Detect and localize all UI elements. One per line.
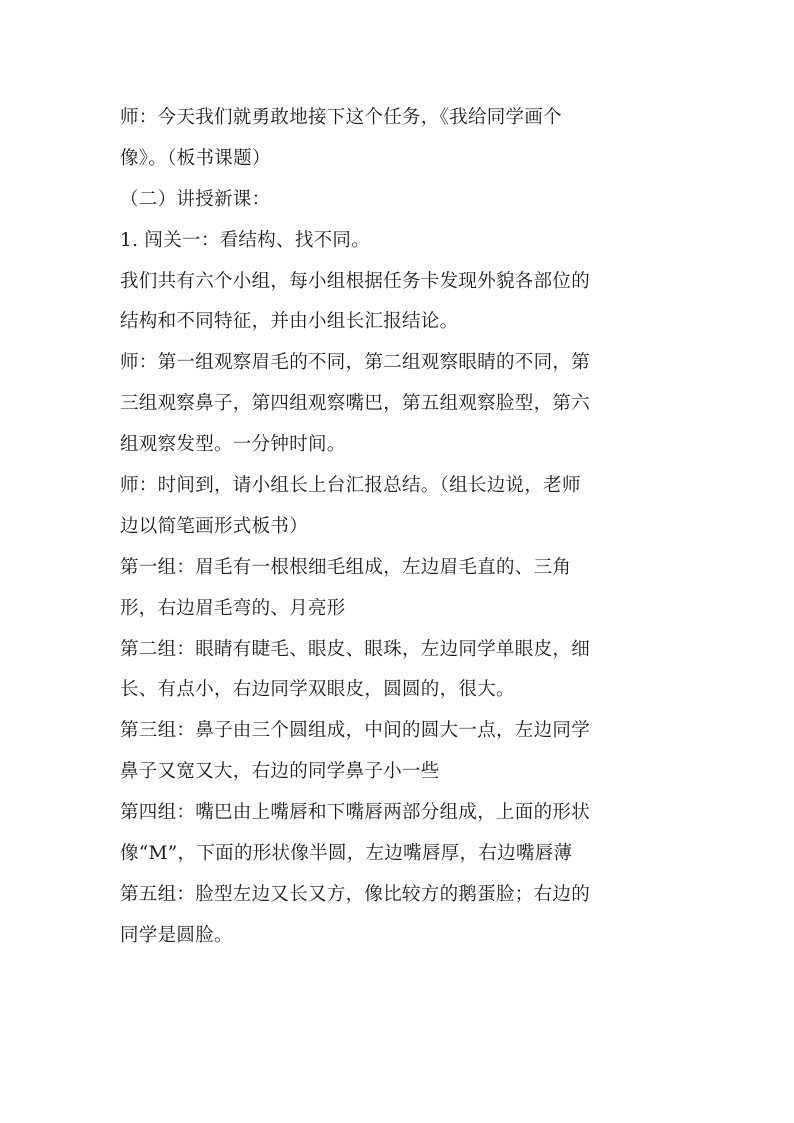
text-line: 结构和不同特征，并由小组长汇报结论。 (120, 311, 459, 333)
text-line: 第三组：鼻子由三个圆组成，中间的圆大一点，左边同学 (120, 720, 591, 742)
subsection-heading: 1. 闯关一：看结构、找不同。 (120, 229, 371, 251)
text-line: 边以简笔画形式板书） (120, 515, 309, 537)
section-heading: （二）讲授新课： (120, 188, 271, 210)
text-line: 长、有点小，右边同学双眼皮，圆圆的，很大。 (120, 679, 515, 701)
text-line: 像》。（板书课题） (120, 147, 271, 169)
text-line: 我们共有六个小组，每小组根据任务卡发现外貌各部位的 (120, 270, 591, 292)
text-line: 师：第一组观察眉毛的不同，第二组观察眼睛的不同，第 (120, 352, 591, 374)
text-line: 第五组：脸型左边又长又方，像比较方的鹅蛋脸；右边的 (120, 883, 591, 905)
text-line: 第四组：嘴巴由上嘴唇和下嘴唇两部分组成，上面的形状 (120, 802, 591, 824)
text-line: 像“M”，下面的形状像半圆，左边嘴唇厚，右边嘴唇薄 (120, 843, 573, 865)
text-line: 第二组：眼睛有睫毛、眼皮、眼珠，左边同学单眼皮，细 (120, 638, 591, 660)
document-body (120, 98, 660, 957)
text-line: 形，右边眉毛弯的、月亮形 (120, 597, 346, 619)
text-line: 师：时间到，请小组长上台汇报总结。（组长边说，老师 (120, 475, 581, 497)
text-line: 第一组：眉毛有一根根细毛组成，左边眉毛直的、三角 (120, 556, 572, 578)
text-line: 同学是圆脸。 (120, 924, 233, 946)
text-line: 师：今天我们就勇敢地接下这个任务，《我给同学画个 (120, 107, 562, 128)
text-line: 鼻子又宽又大，右边的同学鼻子小一些 (120, 761, 440, 783)
text-line: 三组观察鼻子，第四组观察嘴巴，第五组观察脸型，第六 (120, 393, 591, 415)
text-line: 组观察发型。一分钟时间。 (120, 434, 346, 456)
